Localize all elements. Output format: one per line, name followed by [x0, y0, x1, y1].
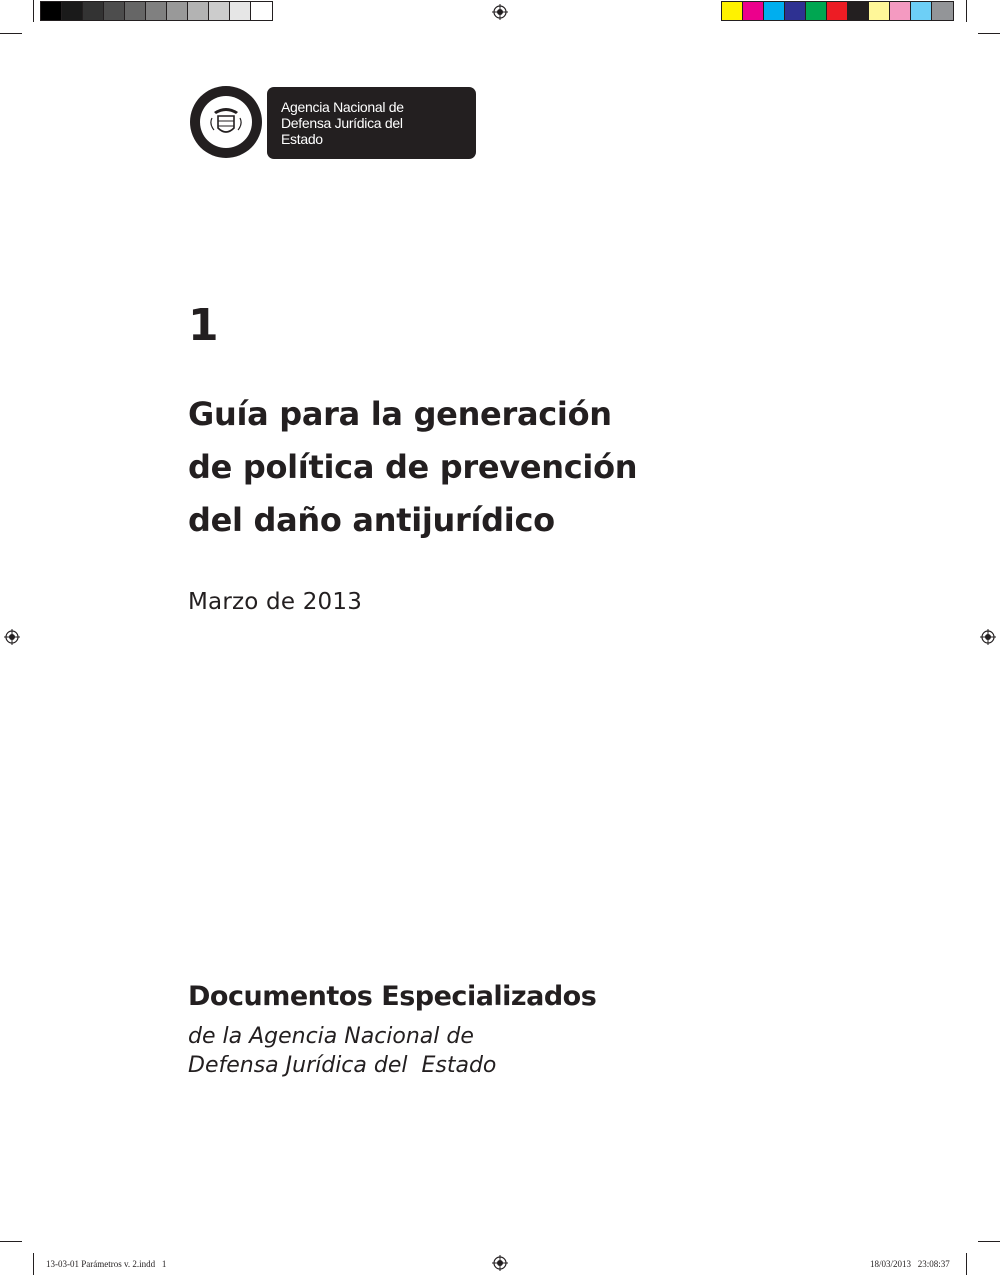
document-title	[188, 388, 688, 547]
crop-mark-bottom-right-horizontal	[978, 1241, 1000, 1242]
print-slug-file: 13-03-01 Parámetros v. 2.indd 1	[46, 1259, 167, 1269]
gray-swatch	[146, 2, 167, 20]
registration-mark-icon	[980, 629, 996, 645]
gray-swatch	[125, 2, 146, 20]
gray-swatch	[209, 2, 230, 20]
agency-logo-line: Defensa Jurídica del	[281, 115, 403, 131]
color-swatch-bar	[721, 1, 954, 21]
crop-mark-top-left-vertical	[33, 0, 34, 22]
series-title: Documentos Especializados	[188, 981, 597, 1012]
series-subtitle-line: Defensa Jurídica del Estado	[188, 1053, 497, 1078]
gray-swatch	[104, 2, 125, 20]
color-swatch	[911, 2, 932, 20]
document-number: 1	[188, 300, 219, 351]
grayscale-swatch-bar	[40, 1, 273, 21]
color-swatch	[932, 2, 953, 20]
color-swatch	[743, 2, 764, 20]
crop-mark-top-left-horizontal	[0, 33, 22, 34]
crop-mark-top-right-horizontal	[978, 33, 1000, 34]
agency-logo-line: Estado	[281, 131, 323, 147]
color-swatch	[848, 2, 869, 20]
registration-mark-icon	[492, 4, 508, 20]
color-swatch	[827, 2, 848, 20]
color-swatch	[890, 2, 911, 20]
gray-swatch	[83, 2, 104, 20]
agency-logo-line: Agencia Nacional de	[281, 99, 404, 115]
crop-mark-top-right-vertical	[966, 0, 967, 22]
crop-mark-bottom-left-vertical	[33, 1253, 34, 1275]
color-swatch	[722, 2, 743, 20]
series-subtitle	[188, 1022, 496, 1080]
color-swatch	[806, 2, 827, 20]
document-title-line: de política de prevención	[188, 448, 638, 486]
gray-swatch	[167, 2, 188, 20]
color-swatch	[869, 2, 890, 20]
gray-swatch	[230, 2, 251, 20]
crop-mark-bottom-left-horizontal	[0, 1241, 22, 1242]
print-slug-timestamp: 18/03/2013 23:08:37	[870, 1259, 950, 1269]
document-title-line: Guía para la generación	[188, 395, 612, 433]
gray-swatch	[188, 2, 209, 20]
color-swatch	[764, 2, 785, 20]
registration-mark-icon	[4, 629, 20, 645]
colombia-seal-logo	[190, 86, 262, 158]
registration-mark-icon	[492, 1255, 508, 1271]
gray-swatch	[251, 2, 272, 20]
document-title-line: del daño antijurídico	[188, 501, 555, 539]
agency-logo	[267, 87, 476, 159]
series-subtitle-line: de la Agencia Nacional de	[188, 1024, 474, 1049]
color-swatch	[785, 2, 806, 20]
document-date: Marzo de 2013	[188, 589, 363, 615]
crop-mark-bottom-right-vertical	[966, 1253, 967, 1275]
gray-swatch	[41, 2, 62, 20]
gray-swatch	[62, 2, 83, 20]
